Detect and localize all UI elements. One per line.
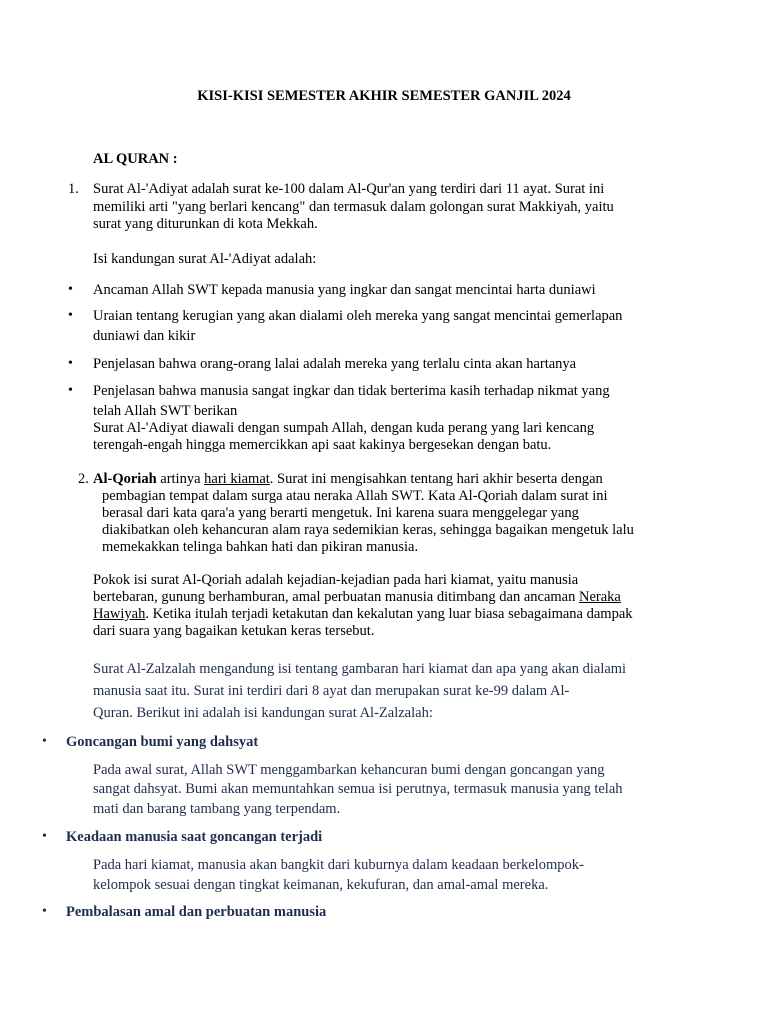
- hawiyah-text: Hawiyah: [93, 606, 146, 622]
- bullet-1-line-1: Ancaman Allah SWT kepada manusia yang ingkar dan sangat mencintai harta duniawi: [93, 282, 596, 298]
- bullet-icon: •: [68, 308, 73, 323]
- zalzalah-line-1: Surat Al-Zalzalah mengandung isi tentang gambaran hari kiamat dan apa yang akan dialami: [93, 661, 627, 677]
- artinya-text: artinya: [156, 471, 205, 487]
- item2-line-1: [93, 471, 603, 488]
- pokok-line-4: dari suara yang bagaikan ketukan keras tersebut.: [93, 623, 375, 639]
- item1-after-1: Surat Al-'Adiyat diawali dengan sumpah Allah, dengan kuda perang yang lari kencang: [93, 420, 595, 436]
- bullet-icon: •: [68, 282, 73, 297]
- section-heading: AL QURAN :: [93, 151, 178, 167]
- pokok-rest: . Ketika itulah terjadi ketakutan dan kekalutan yang luar biasa sebagaimana dampak: [145, 606, 633, 622]
- page-title: KISI-KISI SEMESTER AKHIR SEMESTER GANJIL 2024: [197, 88, 571, 104]
- bullet-3-line-1: Penjelasan bahwa orang-orang lalai adalah mereka yang terlalu cinta akan hartanya: [93, 356, 577, 372]
- list-number-1: 1.: [68, 181, 79, 197]
- bullet-icon: •: [42, 904, 47, 919]
- point-1-body-2: sangat dahsyat. Bumi akan memuntahkan semua isi perutnya, termasuk manusia yang telah: [93, 781, 623, 797]
- bullet-icon: •: [42, 829, 47, 844]
- bullet-icon: •: [42, 734, 47, 749]
- point-1-body-1: Pada awal surat, Allah SWT menggambarkan kehancuran bumi dengan goncangan yang: [93, 762, 605, 778]
- item1-after-2: terengah-engah hingga memercikkan api saat kakinya bergesekan dengan batu.: [93, 437, 552, 453]
- point-2-heading: Keadaan manusia saat goncangan terjadi: [66, 829, 323, 845]
- item1-line-3: surat yang diturunkan di kota Mekkah.: [93, 216, 318, 232]
- pokok-line-3: [93, 606, 633, 623]
- item2-line-4: diakibatkan oleh kehancuran alam raya sedemikian keras, sehingga bagaikan mengetuk lalu: [102, 522, 634, 538]
- meaning-text: hari kiamat: [204, 471, 270, 487]
- item1-line-2: memiliki arti "yang berlari kencang" dan termasuk dalam golongan surat Makkiyah, yaitu: [93, 199, 614, 215]
- isi-intro: Isi kandungan surat Al-'Adiyat adalah:: [93, 251, 317, 267]
- surah-name: Al-Qoriah: [93, 471, 157, 487]
- bullet-4-line-2: telah Allah SWT berikan: [93, 403, 238, 419]
- pokok-line-2: [93, 589, 621, 606]
- point-1-heading: Goncangan bumi yang dahsyat: [66, 734, 259, 750]
- point-2-body-1: Pada hari kiamat, manusia akan bangkit dari kuburnya dalam keadaan berkelompok-: [93, 857, 584, 873]
- point-3-heading: Pembalasan amal dan perbuatan manusia: [66, 904, 327, 920]
- item1-line-1: Surat Al-'Adiyat adalah surat ke-100 dalam Al-Qur'an yang terdiri dari 11 ayat. Surat ini: [93, 181, 605, 197]
- pokok-line-1: Pokok isi surat Al-Qoriah adalah kejadian-kejadian pada hari kiamat, yaitu manusia: [93, 572, 579, 588]
- item2-line-3: berasal dari kata qara'a yang berarti mengetuk. Ini karena suara menggelegar yang: [102, 505, 579, 521]
- bullet-2-line-2: duniawi dan kikir: [93, 328, 196, 344]
- zalzalah-line-3: Quran. Berikut ini adalah isi kandungan surat Al-Zalzalah:: [93, 705, 433, 721]
- zalzalah-line-2: manusia saat itu. Surat ini terdiri dari 8 ayat dan merupakan surat ke-99 dalam Al-: [93, 683, 570, 699]
- pokok-line-2-text: bertebaran, gunung berhamburan, amal perbuatan manusia ditimbang dan ancaman: [93, 589, 579, 605]
- bullet-icon: •: [68, 383, 73, 398]
- neraka-text: Neraka: [578, 589, 621, 605]
- item2-line-5: memekakkan telinga bahkan hati dan pikiran manusia.: [102, 539, 419, 555]
- point-1-body-3: mati dan barang tambang yang terpendam.: [93, 801, 341, 817]
- item2-line-2: pembagian tempat dalam surga atau neraka Allah SWT. Kata Al-Qoriah dalam surat ini: [102, 488, 608, 504]
- bullet-icon: •: [68, 356, 73, 371]
- item2-rest-first: . Surat ini mengisahkan tentang hari akhir beserta dengan: [269, 471, 603, 487]
- point-2-body-2: kelompok sesuai dengan tingkat keimanan, kekufuran, dan amal-amal mereka.: [93, 877, 549, 893]
- bullet-2-line-1: Uraian tentang kerugian yang akan dialami oleh mereka yang sangat mencintai gemerlapan: [93, 308, 623, 324]
- bullet-4-line-1: Penjelasan bahwa manusia sangat ingkar dan tidak berterima kasih terhadap nikmat yang: [93, 383, 610, 399]
- list-number-2: 2.: [78, 471, 89, 487]
